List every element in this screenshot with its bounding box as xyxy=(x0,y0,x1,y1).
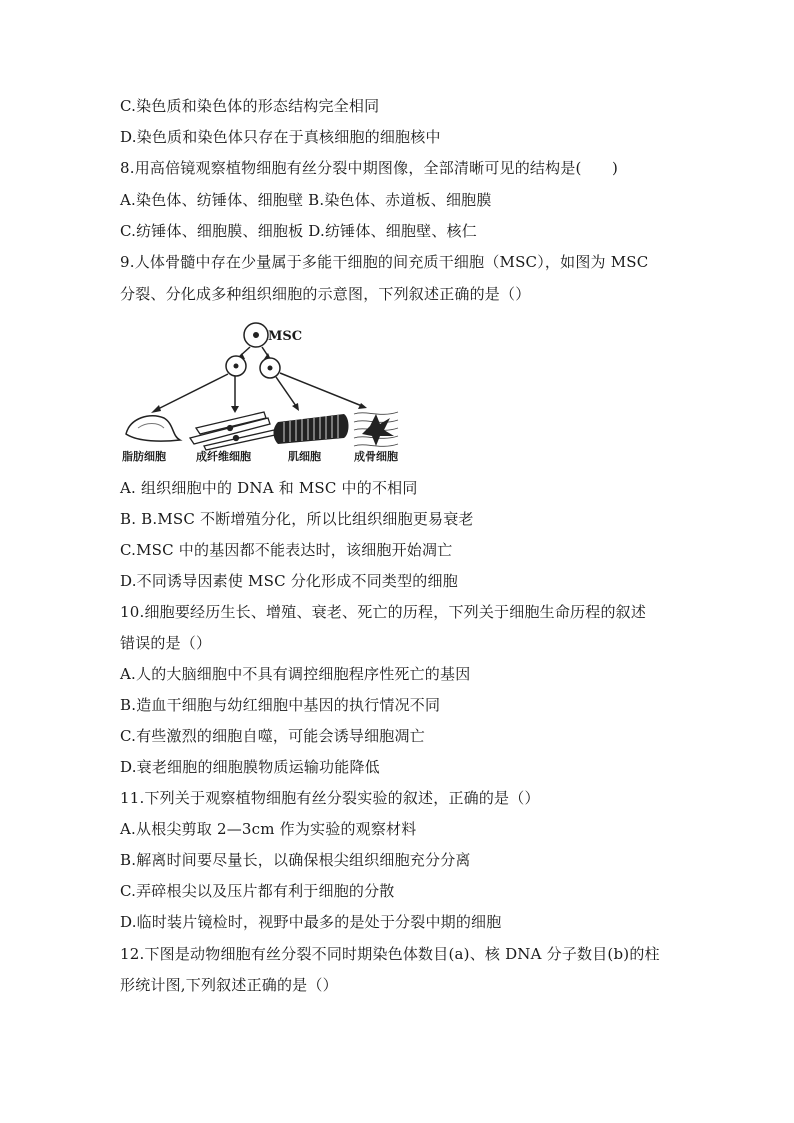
caption-fat-cell: 脂肪细胞 xyxy=(122,450,166,463)
question-12-stem-line2: 形统计图,下列叙述正确的是（） xyxy=(120,976,338,994)
question-12-stem-line1: 12.下图是动物细胞有丝分裂不同时期染色体数目(a)、核 DNA 分子数目(b)的柱 xyxy=(120,945,660,963)
question-10-option-b: B.造血干细胞与幼红细胞中基因的执行情况不同 xyxy=(120,696,441,714)
fibroblast-icon xyxy=(190,412,275,450)
question-11-option-c: C.弄碎根尖以及压片都有利于细胞的分散 xyxy=(120,882,395,900)
question-9-stem-line2: 分裂、分化成多种组织细胞的示意图，下列叙述正确的是（） xyxy=(120,285,531,303)
question-9-option-a: A. 组织细胞中的 DNA 和 MSC 中的不相同 xyxy=(120,479,418,497)
msc-differentiation-figure xyxy=(118,318,418,468)
question-8-stem: 8.用高倍镜观察植物细胞有丝分裂中期图像，全部清晰可见的结构是( ) xyxy=(120,159,619,177)
question-11-option-b: B.解离时间要尽量长，以确保根尖组织细胞充分分离 xyxy=(120,851,471,869)
question-8-options-cd: C.纺锤体、细胞膜、细胞板 D.纺锤体、细胞壁、核仁 xyxy=(120,222,477,240)
question-10-option-a: A.人的大脑细胞中不具有调控细胞程序性死亡的基因 xyxy=(120,665,471,683)
question-8-options-ab: A.染色体、纺锤体、细胞壁 B.染色体、赤道板、细胞膜 xyxy=(120,191,492,209)
question-10-option-c: C.有些激烈的细胞自噬，可能会诱导细胞凋亡 xyxy=(120,727,425,745)
question-9-stem-line1: 9.人体骨髓中存在少量属于多能干细胞的间充质干细胞（MSC），如图为 MSC xyxy=(120,253,649,271)
fat-cell-icon xyxy=(126,416,180,441)
text-line-option-d: D.染色质和染色体只存在于真核细胞的细胞核中 xyxy=(120,128,441,146)
caption-osteoblast: 成骨细胞 xyxy=(354,450,398,463)
question-11-option-a: A.从根尖剪取 2—3cm 作为实验的观察材料 xyxy=(120,820,417,838)
question-9-option-c: C.MSC 中的基因都不能表达时，该细胞开始凋亡 xyxy=(120,541,453,559)
osteoblast-icon xyxy=(354,412,398,446)
question-11-stem: 11.下列关于观察植物细胞有丝分裂实验的叙述，正确的是（） xyxy=(120,789,540,807)
question-10-option-d: D.衰老细胞的细胞膜物质运输功能降低 xyxy=(120,758,380,776)
question-11-option-d: D.临时装片镜检时，视野中最多的是处于分裂中期的细胞 xyxy=(120,913,502,931)
caption-fibroblast: 成纤维细胞 xyxy=(196,450,251,463)
question-9-option-d: D.不同诱导因素使 MSC 分化形成不同类型的细胞 xyxy=(120,572,458,590)
question-10-stem-line1: 10.细胞要经历生长、增殖、衰老、死亡的历程，下列关于细胞生命历程的叙述 xyxy=(120,603,647,621)
text-line-option-c: C.染色质和染色体的形态结构完全相同 xyxy=(120,97,380,115)
msc-label: MSC xyxy=(268,329,303,344)
muscle-cell-icon xyxy=(274,414,349,444)
question-9-option-b: B. B.MSC 不断增殖分化，所以比组织细胞更易衰老 xyxy=(120,510,474,528)
question-10-stem-line2: 错误的是（） xyxy=(120,634,212,652)
caption-muscle-cell: 肌细胞 xyxy=(288,450,321,463)
